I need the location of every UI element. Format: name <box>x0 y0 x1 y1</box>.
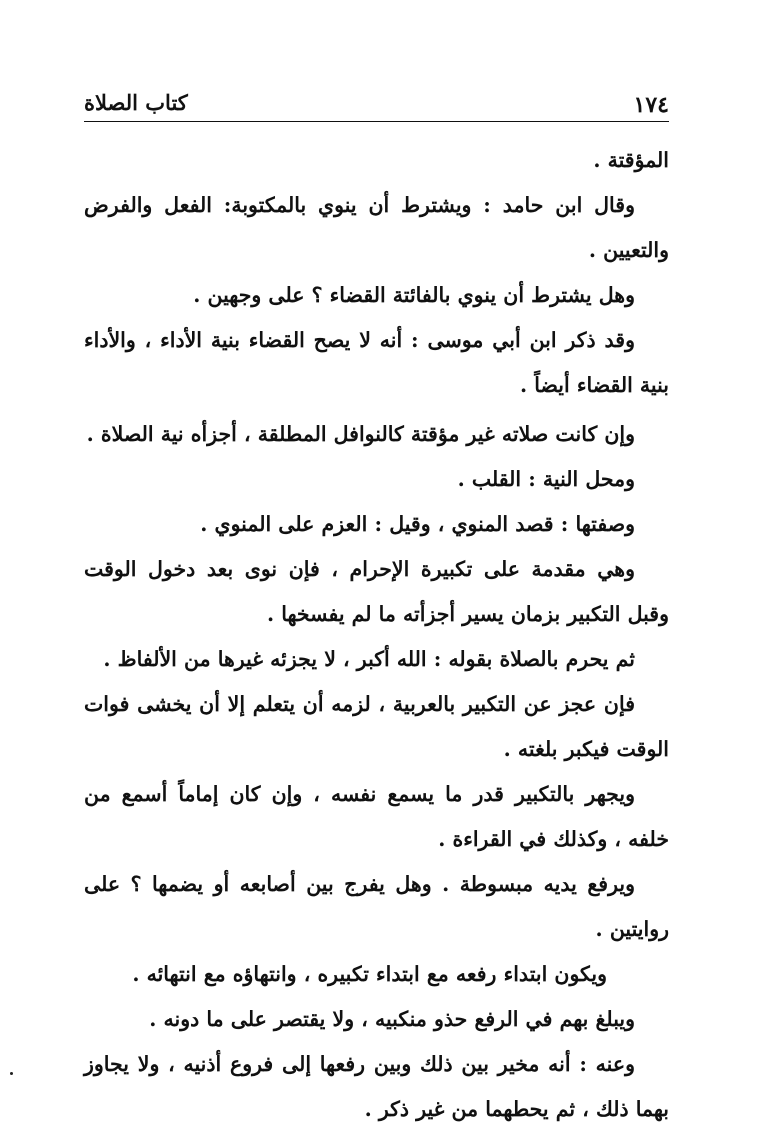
page-header <box>84 86 669 120</box>
paragraph: وقال ابن حامد : ويشترط أن ينوي بالمكتوبة: الفعل والفرض والتعيين . <box>84 193 669 262</box>
paragraph-continuation: المؤقتة . <box>593 148 669 172</box>
paragraph: وقد ذكر ابن أبي موسى : أنه لا يصح القضاء بنية الأداء ، والأداء بنية القضاء أيضاً . <box>84 328 669 397</box>
paragraph: وهل يشترط أن ينوي بالفائتة القضاء ؟ على وجهين . <box>193 283 635 307</box>
page-number: ١٧٤ <box>633 92 669 118</box>
paragraph: ويجهر بالتكبير قدر ما يسمع نفسه ، وإن كان إماماً أسمع من خلفه ، وكذلك في القراءة . <box>84 782 669 851</box>
paragraph: فإن عجز عن التكبير بالعربية ، لزمه أن يتعلم إلا أن يخشى فوات الوقت فيكبر بلغته . <box>84 692 669 761</box>
paragraph: ويكون ابتداء رفعه مع ابتداء تكبيره ، وانتهاؤه مع انتهائه . <box>132 962 607 986</box>
paragraph: وإن كانت صلاته غير مؤقتة كالنوافل المطلقة ، أجزأه نية الصلاة . <box>86 422 635 446</box>
body-text <box>84 138 669 1132</box>
running-title: كتاب الصلاة <box>84 90 188 115</box>
header-rule <box>84 121 669 122</box>
paragraph: ويرفع يديه مبسوطة . وهل يفرج بين أصابعه أو يضمها ؟ على روايتين . <box>84 872 669 941</box>
paragraph: وعنه : أنه مخير بين ذلك وبين رفعها إلى فروع أذنيه ، ولا يجاوز بهما ذلك ، ثم يحطهما من غير ذكر . <box>84 1052 669 1121</box>
paragraph: وصفتها : قصد المنوي ، وقيل : العزم على المنوي . <box>200 512 635 536</box>
paragraph: وهي مقدمة على تكبيرة الإحرام ، فإن نوى بعد دخول الوقت وقبل التكبير بزمان يسير أجزأته ما لم يفسخها . <box>84 557 669 626</box>
paragraph: ثم يحرم بالصلاة بقوله : الله أكبر ، لا يجزئه غيرها من الألفاظ . <box>103 647 635 671</box>
scan-speck <box>10 1072 13 1075</box>
paragraph: ويبلغ بهم في الرفع حذو منكبيه ، ولا يقتصر على ما دونه . <box>149 1007 635 1031</box>
paragraph: ومحل النية : القلب . <box>457 467 635 491</box>
